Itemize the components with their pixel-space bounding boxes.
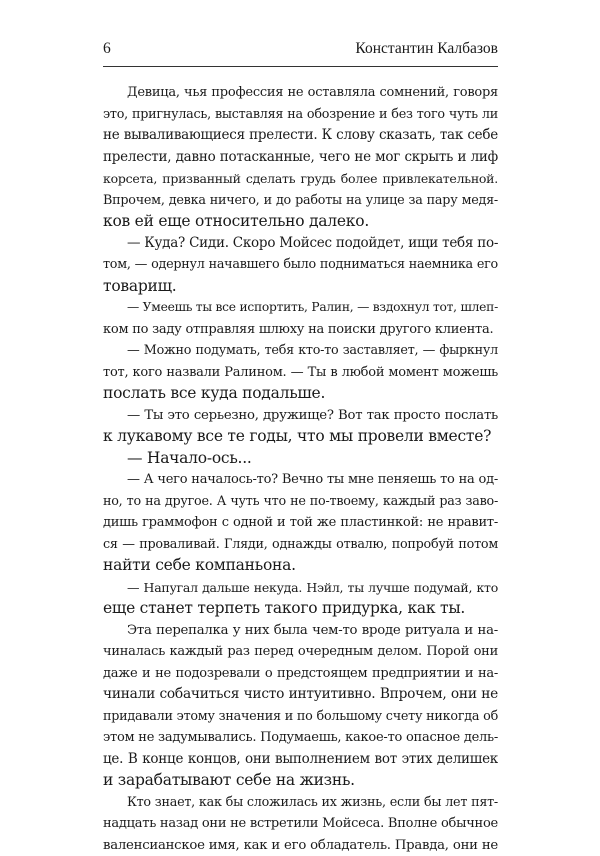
text-line: найти себе компаньона. <box>103 555 498 577</box>
page-number: 6 <box>103 38 111 60</box>
text-line: еще станет терпеть такого придурка, как ты. <box>103 598 498 620</box>
header-rule <box>103 66 498 67</box>
text-line: тот, кого назвали Ралином. — Ты в любой момент можешь <box>103 362 498 384</box>
text-line: чинали собачиться чисто интуитивно. Впрочем, они не <box>103 684 498 706</box>
text-line: придавали этому значения и по большому счету никогда об <box>103 706 498 728</box>
text-line: и зарабатывают себе на жизнь. <box>103 770 498 792</box>
text-line: валенсианское имя, как и его обладатель. Правда, они не <box>103 835 498 856</box>
text-line: том, — одернул начавшего было подниматься наемника его <box>103 254 498 276</box>
text-line: корсета, призванный сделать грудь более привлекательной. <box>103 168 498 190</box>
text-line: этом не задумывались. Подумаешь, какое-то опасное дель- <box>103 727 498 749</box>
text-line: товарищ. <box>103 276 498 298</box>
text-line: ком по заду отправляя шлюху на поиски другого клиента. <box>103 319 498 341</box>
text-line: дишь граммофон с одной и той же пластинкой: не нравит- <box>103 512 498 534</box>
text-line: — А чего началось-то? Вечно ты мне пеняешь то на од- <box>103 469 498 491</box>
running-head-author: Константин Калбазов <box>355 38 498 60</box>
text-line: Девица, чья профессия не оставляла сомнений, говоря <box>103 82 498 104</box>
text-line: — Можно подумать, тебя кто-то заставляет, — фыркнул <box>103 340 498 362</box>
text-line: Впрочем, девка ничего, и до работы на улице за пару медя- <box>103 190 498 212</box>
running-head <box>103 38 498 60</box>
text-line: Кто знает, как бы сложилась их жизнь, если бы лет пят- <box>103 792 498 814</box>
text-line: — Ты это серьезно, дружище? Вот так просто послать <box>103 405 498 427</box>
text-line: ся — проваливай. Гляди, однажды отвалю, попробуй потом <box>103 534 498 556</box>
text-line: не вываливающиеся прелести. К слову сказать, так себе <box>103 125 498 147</box>
text-line: — Начало-ось... <box>103 448 498 470</box>
text-line: к лукавому все те годы, что мы провели вместе? <box>103 426 498 448</box>
text-line: Эта перепалка у них была чем-то вроде ритуала и на- <box>103 620 498 642</box>
text-line: это, пригнулась, выставляя на обозрение и без того чуть ли <box>103 104 498 126</box>
text-line: — Напугал дальше некуда. Нэйл, ты лучше подумай, кто <box>103 577 498 599</box>
body-text <box>103 82 498 856</box>
text-line: послать все куда подальше. <box>103 383 498 405</box>
text-line: це. В конце концов, они выполнением вот этих делишек <box>103 749 498 771</box>
text-line: — Куда? Сиди. Скоро Мойсес подойдет, ищи тебя по- <box>103 233 498 255</box>
text-line: даже и не подозревали о предстоящем предприятии и на- <box>103 663 498 685</box>
text-line: чиналась каждый раз перед очередным делом. Порой они <box>103 641 498 663</box>
text-line: ков ей еще относительно далеко. <box>103 211 498 233</box>
text-line: — Умеешь ты все испортить, Ралин, — вздохнул тот, шлеп- <box>103 297 498 319</box>
text-line: но, то на другое. А чуть что не по-твоему, каждый раз заво- <box>103 491 498 513</box>
text-line: прелести, давно потасканные, чего не мог скрыть и лиф <box>103 147 498 169</box>
text-line: надцать назад они не встретили Мойсеса. Вполне обычное <box>103 813 498 835</box>
